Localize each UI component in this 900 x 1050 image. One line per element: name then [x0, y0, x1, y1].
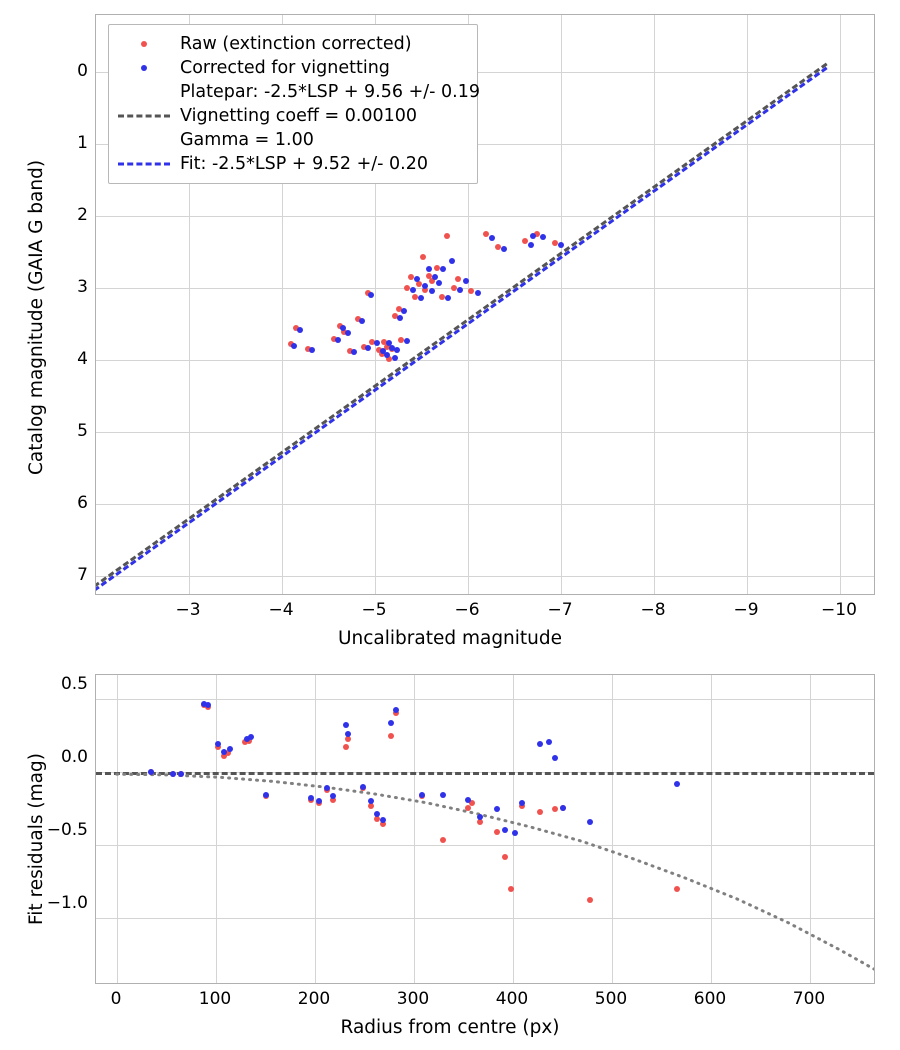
top-y-tick-4: 4: [77, 349, 88, 369]
data-point: [512, 830, 518, 836]
data-point: [384, 352, 390, 358]
data-point: [449, 258, 455, 264]
data-point: [330, 793, 336, 799]
data-point: [345, 731, 351, 737]
bottom-x-tick-200: 200: [297, 989, 331, 1009]
data-point: [309, 347, 315, 353]
legend-line-gray: [118, 106, 170, 126]
legend-row-raw: [118, 32, 467, 56]
data-point: [394, 347, 400, 353]
data-point: [410, 287, 416, 293]
bottom-x-tick-700: 700: [792, 989, 826, 1009]
data-point: [489, 235, 495, 241]
data-point: [440, 837, 446, 843]
gridline: [96, 216, 874, 217]
legend-row-vignetting: [118, 104, 467, 128]
data-point: [343, 722, 349, 728]
legend-label-platepar: Platepar: -2.5*LSP + 9.56 +/- 0.19: [180, 82, 480, 102]
data-point: [587, 897, 593, 903]
data-point: [457, 287, 463, 293]
legend-label-corrected: Corrected for vignetting: [180, 58, 390, 78]
fit-residuals-panel: [0, 660, 900, 1050]
top-x-tick-m4: −4: [268, 600, 294, 620]
data-point: [392, 355, 398, 361]
legend-row-corrected: [118, 56, 467, 80]
legend-marker-red: [118, 34, 170, 54]
top-x-tick-m7: −7: [547, 600, 573, 620]
bottom-x-axis-title: Radius from centre (px): [340, 1017, 560, 1038]
data-point: [263, 792, 269, 798]
legend-marker-blue: [118, 58, 170, 78]
data-point: [501, 246, 507, 252]
data-point: [316, 798, 322, 804]
data-point: [537, 741, 543, 747]
data-point: [308, 795, 314, 801]
data-point: [324, 785, 330, 791]
data-point: [558, 242, 564, 248]
data-point: [508, 886, 514, 892]
data-point: [368, 798, 374, 804]
data-point: [560, 805, 566, 811]
data-point: [502, 827, 508, 833]
data-point: [170, 771, 176, 777]
data-point: [436, 280, 442, 286]
data-point: [221, 749, 227, 755]
data-point: [393, 707, 399, 713]
top-y-tick-5: 5: [77, 421, 88, 441]
data-point: [465, 797, 471, 803]
data-point: [343, 744, 349, 750]
data-point: [440, 792, 446, 798]
legend-label-raw: Raw (extinction corrected): [180, 34, 412, 54]
gridline: [96, 288, 874, 289]
data-point: [404, 338, 410, 344]
data-point: [374, 340, 380, 346]
data-point: [401, 308, 407, 314]
data-point: [205, 702, 211, 708]
data-point: [351, 349, 357, 355]
gridline: [96, 432, 874, 433]
data-point: [345, 330, 351, 336]
legend-row-fit: [118, 152, 467, 176]
data-point: [297, 327, 303, 333]
data-point: [445, 295, 451, 301]
data-point: [429, 288, 435, 294]
data-point: [291, 343, 297, 349]
data-point: [477, 814, 483, 820]
data-point: [494, 806, 500, 812]
data-point: [388, 733, 394, 739]
legend-sample-empty: [118, 82, 170, 102]
gridline: [96, 576, 874, 577]
data-point: [528, 242, 534, 248]
top-y-tick-1: 1: [77, 133, 88, 153]
bottom-x-tick-300: 300: [396, 989, 430, 1009]
data-point: [227, 746, 233, 752]
legend: [108, 24, 478, 184]
data-point: [388, 720, 394, 726]
data-point: [248, 734, 254, 740]
gridline: [840, 15, 841, 594]
top-y-tick-6: 6: [77, 493, 88, 513]
bottom-y-tick-m1.0: −1.0: [46, 893, 88, 913]
data-point: [335, 337, 341, 343]
data-point: [540, 234, 546, 240]
data-point: [418, 295, 424, 301]
top-x-tick-m8: −8: [640, 600, 666, 620]
data-point: [359, 318, 365, 324]
data-point: [397, 315, 403, 321]
data-point: [468, 288, 474, 294]
data-point: [502, 854, 508, 860]
top-x-tick-m10: −10: [821, 600, 857, 620]
top-x-tick-m9: −9: [733, 600, 759, 620]
legend-sample-empty-2: [118, 130, 170, 150]
bottom-y-tick-0.5: 0.5: [60, 674, 88, 694]
data-point: [178, 771, 184, 777]
top-y-tick-7: 7: [77, 565, 88, 585]
top-x-tick-m3: −3: [175, 600, 201, 620]
data-point: [530, 233, 536, 239]
data-point: [494, 829, 500, 835]
top-x-tick-m5: −5: [361, 600, 387, 620]
legend-label-vignetting: Vignetting coeff = 0.00100: [180, 106, 418, 126]
top-y-tick-0: 0: [77, 61, 88, 81]
bottom-x-tick-100: 100: [198, 989, 232, 1009]
bottom-y-tick-m0.5: −0.5: [46, 820, 88, 840]
data-point: [360, 784, 366, 790]
data-point: [537, 809, 543, 815]
bottom-x-tick-0: 0: [110, 989, 122, 1009]
data-point: [552, 806, 558, 812]
legend-line-blue: [118, 154, 170, 174]
data-point: [674, 886, 680, 892]
data-point: [455, 276, 461, 282]
data-point: [419, 792, 425, 798]
data-point: [420, 254, 426, 260]
data-point: [674, 781, 680, 787]
data-point: [439, 294, 445, 300]
data-point: [463, 278, 469, 284]
top-x-tick-m6: −6: [454, 600, 480, 620]
data-point: [426, 266, 432, 272]
data-point: [587, 819, 593, 825]
data-point: [414, 276, 420, 282]
gridline: [96, 360, 874, 361]
bottom-x-tick-400: 400: [495, 989, 529, 1009]
gridline: [747, 15, 748, 594]
data-point: [374, 811, 380, 817]
bottom-y-axis-title: Fit residuals (mag): [26, 753, 47, 925]
top-y-tick-3: 3: [77, 277, 88, 297]
bottom-y-tick-0.0: 0.0: [60, 747, 88, 767]
bottom-plot-area: [95, 674, 875, 984]
legend-label-gamma: Gamma = 1.00: [180, 130, 314, 150]
top-y-axis-title: Catalog magnitude (GAIA G band): [26, 159, 47, 475]
data-point: [552, 755, 558, 761]
vignetting-model-curve: [96, 675, 875, 984]
legend-row-platepar: [118, 80, 480, 104]
data-point: [380, 817, 386, 823]
bottom-x-tick-600: 600: [693, 989, 727, 1009]
data-point: [365, 345, 371, 351]
legend-row-gamma: [118, 128, 467, 152]
top-y-tick-2: 2: [77, 205, 88, 225]
data-point: [444, 233, 450, 239]
data-point: [475, 290, 481, 296]
top-x-axis-title: Uncalibrated magnitude: [337, 628, 563, 649]
data-point: [148, 769, 154, 775]
data-point: [546, 739, 552, 745]
data-point: [368, 292, 374, 298]
data-point: [440, 266, 446, 272]
legend-label-fit: Fit: -2.5*LSP + 9.52 +/- 0.20: [180, 154, 428, 174]
bottom-x-tick-500: 500: [594, 989, 628, 1009]
gridline: [654, 15, 655, 594]
data-point: [519, 800, 525, 806]
data-point: [215, 741, 221, 747]
data-point: [422, 283, 428, 289]
gridline: [561, 15, 562, 594]
